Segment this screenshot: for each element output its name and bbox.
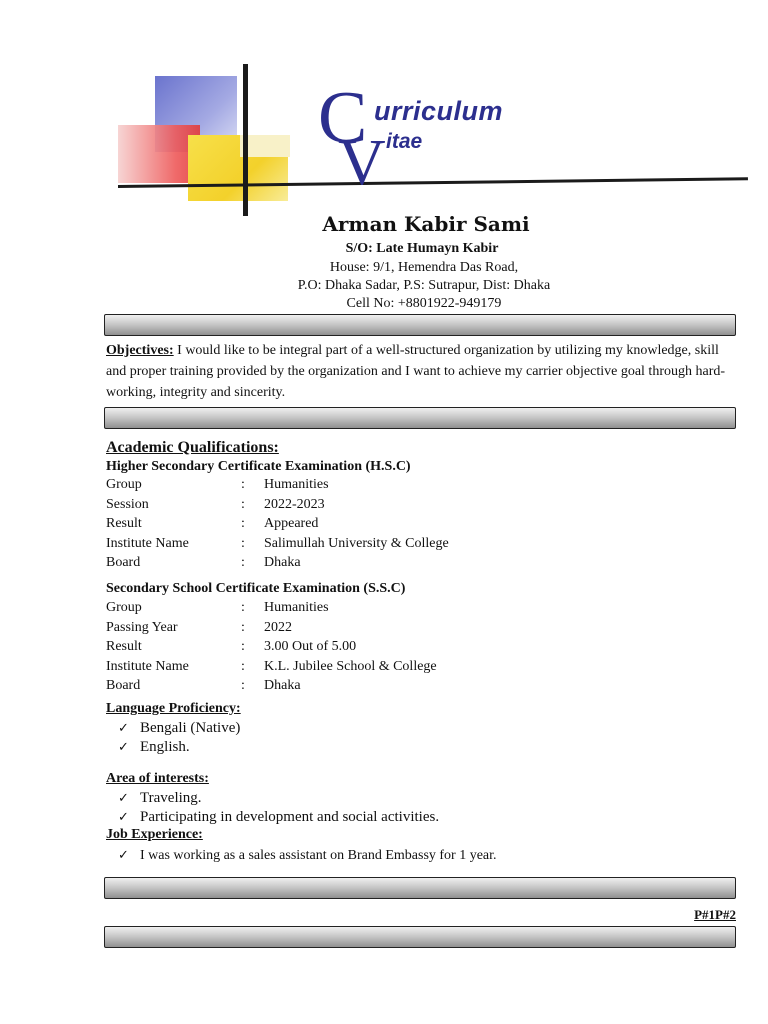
- cell-number: Cell No: +8801922-949179: [346, 296, 502, 311]
- hsc-row: Board : Dhaka: [106, 555, 301, 570]
- ssc-row: Group : Humanities: [106, 600, 329, 615]
- objectives-text: I would like to be integral part of a well-structured organization by utilizing my knowledge, skill and proper training provided by the organization and I want to achieve my carrier objective goal through hard-working, integrity and sincerity.: [106, 343, 726, 400]
- divider-bar-3: [104, 877, 736, 899]
- page-code: P#1P#2: [694, 907, 736, 922]
- hsc-row: Session : 2022-2023: [106, 496, 325, 512]
- list-item: ✓ I was working as a sales assistant on Brand Embassy for 1 year.: [118, 848, 497, 863]
- hsc-row: Group : Humanities: [106, 477, 329, 492]
- address-line-1: House: 9/1, Hemendra Das Road,: [329, 260, 519, 275]
- ssc-row: Board : Dhaka: [106, 678, 301, 693]
- language-list: [118, 719, 240, 757]
- parent-name: S/O: Late Humayn Kabir: [345, 241, 499, 256]
- objectives-label: Objectives:: [106, 343, 174, 358]
- hsc-title: Higher Secondary Certificate Examination (H.S.C): [106, 459, 411, 474]
- divider-bar-2: [104, 407, 736, 429]
- address-line-2: P.O: Dhaka Sadar, P.S: Sutrapur, Dist: Dhaka: [297, 278, 551, 293]
- language-title: Language Proficiency:: [106, 701, 241, 716]
- cv-logo: [110, 60, 750, 220]
- interests-title: Area of interests:: [106, 771, 209, 786]
- hsc-row: Institute Name : Salimullah University & College: [106, 535, 449, 551]
- ssc-title: Secondary School Certificate Examination (S.S.C): [106, 581, 406, 596]
- check-icon: ✓: [118, 791, 129, 806]
- check-icon: ✓: [118, 848, 129, 863]
- candidate-name: Arman Kabir Sami: [322, 212, 530, 236]
- experience-title: Job Experience:: [106, 827, 203, 842]
- logo-letter-v: V: [338, 126, 386, 190]
- ssc-row: Institute Name : K.L. Jubilee School & College: [106, 658, 437, 674]
- ssc-row: Result : 3.00 Out of 5.00: [106, 639, 357, 654]
- divider-bar-4: [104, 926, 736, 948]
- check-icon: ✓: [118, 721, 129, 736]
- logo-vertical-line: [243, 64, 248, 216]
- objectives-section: [106, 340, 738, 403]
- check-icon: ✓: [118, 740, 129, 755]
- hsc-row: Result : Appeared: [106, 516, 319, 531]
- divider-bar-1: [104, 314, 736, 336]
- ssc-row: Passing Year : 2022: [106, 619, 292, 635]
- hsc-table: [106, 475, 449, 573]
- list-item: ✓ English.: [118, 739, 190, 755]
- list-item: ✓ Traveling.: [118, 790, 202, 806]
- list-item: ✓ Participating in development and social activities.: [118, 809, 440, 825]
- logo-word-itae: itae: [386, 130, 423, 153]
- ssc-table: [106, 598, 437, 696]
- logo-letter-c: C: [318, 80, 368, 159]
- check-icon: ✓: [118, 810, 129, 825]
- academic-title: Academic Qualifications:: [106, 439, 279, 456]
- logo-word-urriculum: urriculum: [374, 96, 504, 126]
- list-item: ✓ Bengali (Native): [118, 720, 241, 736]
- experience-list: [118, 846, 497, 865]
- interests-list: [118, 789, 439, 827]
